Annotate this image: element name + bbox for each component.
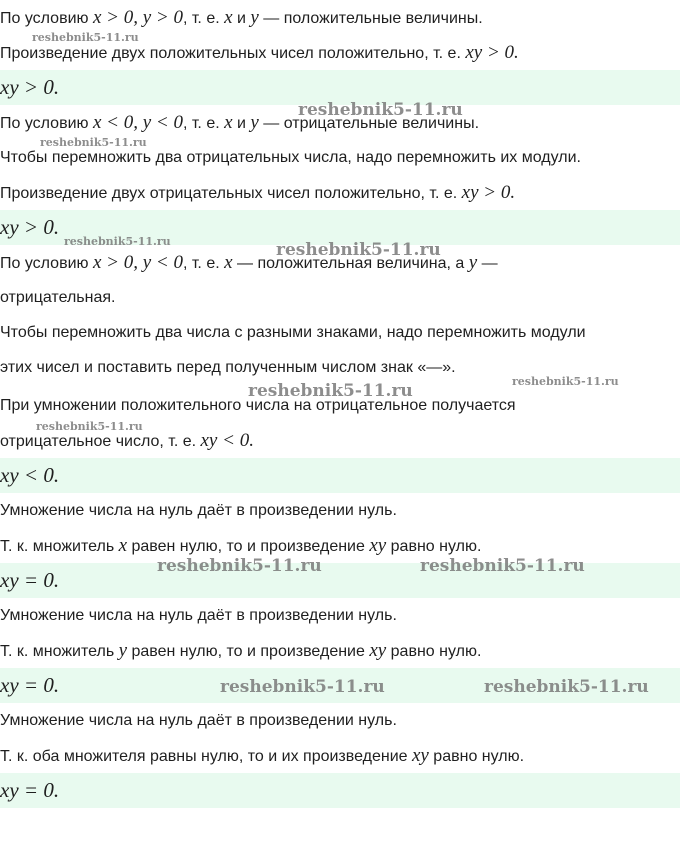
text-fragment: равен нулю, то и произведение: [127, 643, 370, 660]
text-fragment: Чтобы перемножить два числа с разными знаками, надо перемножить модули: [0, 324, 586, 341]
text-line: [0, 357, 456, 379]
text-fragment: отрицательная.: [0, 289, 116, 306]
text-fragment: —: [477, 255, 498, 272]
text-fragment: равно нулю.: [386, 538, 482, 555]
answer-formula: xy = 0.: [0, 778, 60, 802]
math-fragment: x: [224, 7, 233, 28]
text-fragment: — отрицательные величины.: [258, 115, 480, 132]
math-fragment: x: [224, 112, 233, 133]
math-fragment: xy < 0.: [200, 430, 254, 451]
text-fragment: , т. е.: [182, 255, 225, 272]
text-fragment: равно нулю.: [428, 748, 525, 765]
math-fragment: x: [118, 535, 128, 556]
answer-formula: xy = 0.: [0, 568, 60, 592]
watermark: reshebnik5-11.ru: [36, 420, 143, 433]
math-fragment: xy: [369, 535, 387, 556]
answer-band: [0, 773, 680, 808]
text-fragment: Произведение двух отрицательных чисел положительно, т. е.: [0, 185, 462, 202]
answer-band: [0, 458, 680, 493]
watermark: reshebnik5-11.ru: [298, 100, 463, 120]
math-fragment: x > 0, y < 0: [92, 252, 183, 273]
text-fragment: — положительная величина, а: [232, 255, 469, 272]
text-fragment: этих чисел и поставить перед полученным числом знак «—».: [0, 359, 456, 376]
math-fragment: x > 0, y > 0: [92, 7, 183, 28]
watermark: reshebnik5-11.ru: [220, 677, 385, 697]
math-fragment: xy > 0.: [465, 42, 519, 63]
text-line: [0, 535, 481, 557]
text-fragment: По условию: [0, 255, 93, 272]
text-fragment: Т. к. множитель: [0, 643, 119, 660]
answer-formula: xy = 0.: [0, 673, 60, 697]
math-fragment: xy: [411, 745, 429, 766]
text-fragment: При умножении положительного числа на отрицательное получается: [0, 397, 516, 414]
text-fragment: Чтобы перемножить два отрицательных числа, надо перемножить их модули.: [0, 149, 581, 166]
math-fragment: xy > 0.: [461, 182, 516, 203]
text-line: [0, 42, 519, 64]
math-fragment: y: [250, 112, 259, 133]
watermark: reshebnik5-11.ru: [276, 240, 441, 260]
text-line: [0, 147, 581, 169]
watermark: reshebnik5-11.ru: [484, 677, 649, 697]
text-fragment: По условию: [0, 115, 93, 132]
text-fragment: равно нулю.: [386, 643, 482, 660]
math-fragment: xy: [369, 640, 387, 661]
text-fragment: Т. к. оба множителя равны нулю, то и их произведение: [0, 748, 412, 765]
text-fragment: Умножение числа на нуль даёт в произведении нуль.: [0, 607, 397, 624]
text-fragment: Умножение числа на нуль даёт в произведении нуль.: [0, 712, 397, 729]
answer-formula: xy > 0.: [0, 215, 60, 239]
answer-formula: xy > 0.: [0, 75, 60, 99]
text-fragment: равен нулю, то и произведение: [127, 538, 370, 555]
text-line: [0, 7, 483, 29]
text-fragment: — положительные величины.: [258, 10, 483, 27]
text-fragment: Произведение двух положительных чисел положительно, т. е.: [0, 45, 466, 62]
text-line: [0, 605, 397, 627]
text-line: [0, 430, 254, 452]
watermark: reshebnik5-11.ru: [64, 235, 171, 248]
text-line: [0, 640, 481, 662]
text-fragment: По условию: [0, 10, 93, 27]
watermark: reshebnik5-11.ru: [32, 31, 139, 44]
text-fragment: Умножение числа на нуль даёт в произведении нуль.: [0, 502, 397, 519]
watermark: reshebnik5-11.ru: [157, 556, 322, 576]
text-fragment: , т. е.: [182, 10, 225, 27]
text-line: [0, 182, 515, 204]
math-fragment: y: [118, 640, 128, 661]
text-fragment: отрицательное число, т. е.: [0, 433, 201, 450]
math-fragment: x: [224, 252, 233, 273]
text-line: [0, 745, 524, 767]
math-fragment: x < 0, y < 0: [92, 112, 183, 133]
watermark: reshebnik5-11.ru: [512, 375, 619, 388]
watermark: reshebnik5-11.ru: [40, 136, 147, 149]
answer-formula: xy < 0.: [0, 463, 60, 487]
text-line: [0, 710, 397, 732]
watermark: reshebnik5-11.ru: [248, 381, 413, 401]
watermark: reshebnik5-11.ru: [420, 556, 585, 576]
text-line: [0, 287, 115, 309]
text-fragment: и: [232, 115, 251, 132]
text-line: [0, 500, 397, 522]
text-fragment: и: [232, 10, 251, 27]
text-fragment: Т. к. множитель: [0, 538, 119, 555]
math-fragment: y: [468, 252, 478, 273]
math-fragment: y: [250, 7, 259, 28]
text-fragment: , т. е.: [182, 115, 225, 132]
text-line: [0, 322, 586, 344]
